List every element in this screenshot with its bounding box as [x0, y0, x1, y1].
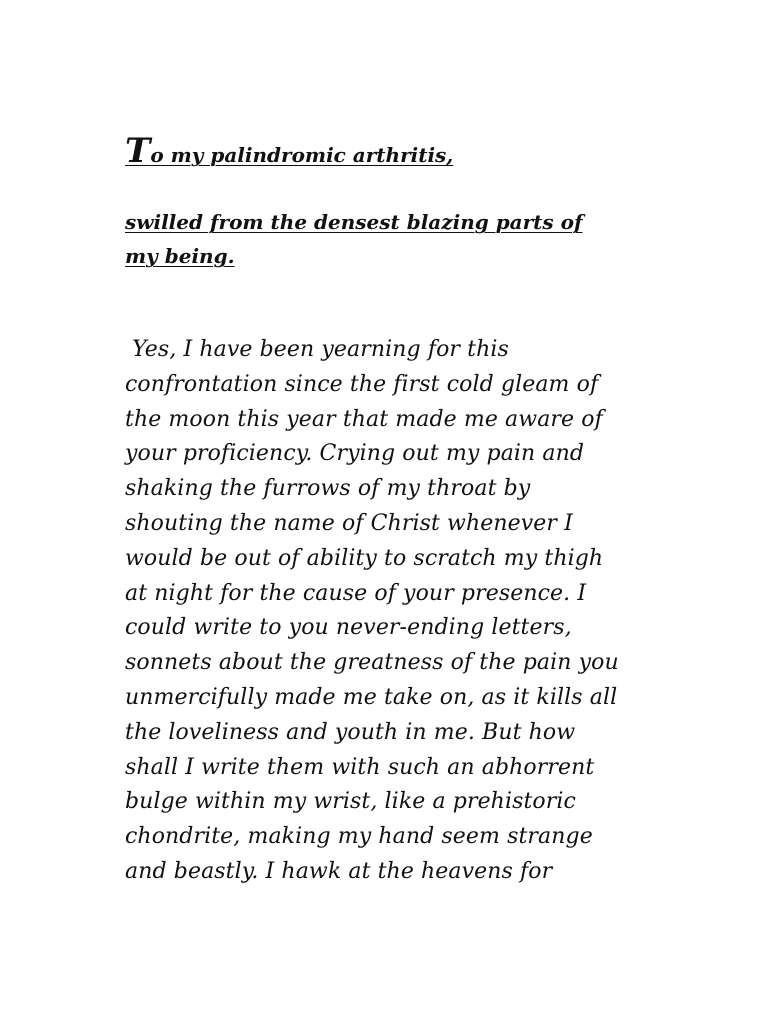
body-line: the loveliness and youth in me. But how	[125, 719, 576, 745]
body-line: and beastly. I hawk at the heavens for	[125, 858, 553, 884]
body-line: Yes, I have been yearning for this	[125, 337, 509, 362]
body-line: confrontation since the first cold gleam of	[125, 371, 599, 397]
body-line: shouting the name of Christ whenever I	[125, 510, 573, 536]
body-line: sonnets about the greatness of the pain you	[125, 650, 619, 676]
subtitle-line: swilled from the densest blazing parts of	[125, 210, 583, 234]
body-line: chondrite, making my hand seem strange	[125, 824, 593, 850]
body-line: bulge within my wrist, like a prehistoric	[125, 789, 576, 815]
subtitle-line: my being.	[125, 244, 235, 268]
letter-subtitle	[125, 205, 645, 273]
body-line: your proficiency. Crying out my pain and	[125, 441, 585, 467]
body-line: unmercifully made me take on, as it kills all	[125, 684, 618, 710]
body-line: would be out of ability to scratch my thigh	[125, 545, 604, 571]
body-line: shall I write them with such an abhorrent	[125, 754, 595, 780]
letter-title	[125, 131, 685, 171]
body-line: at night for the cause of your presence. I	[125, 580, 587, 606]
body-line: the moon this year that made me aware of	[125, 406, 603, 432]
body-line: could write to you never-ending letters,	[125, 615, 572, 641]
title-text: o my palindromic arthritis,	[150, 143, 454, 167]
body-line: shaking the furrows of my throat by	[125, 476, 531, 502]
title-dropcap: T	[125, 131, 151, 171]
letter-body	[125, 333, 660, 890]
